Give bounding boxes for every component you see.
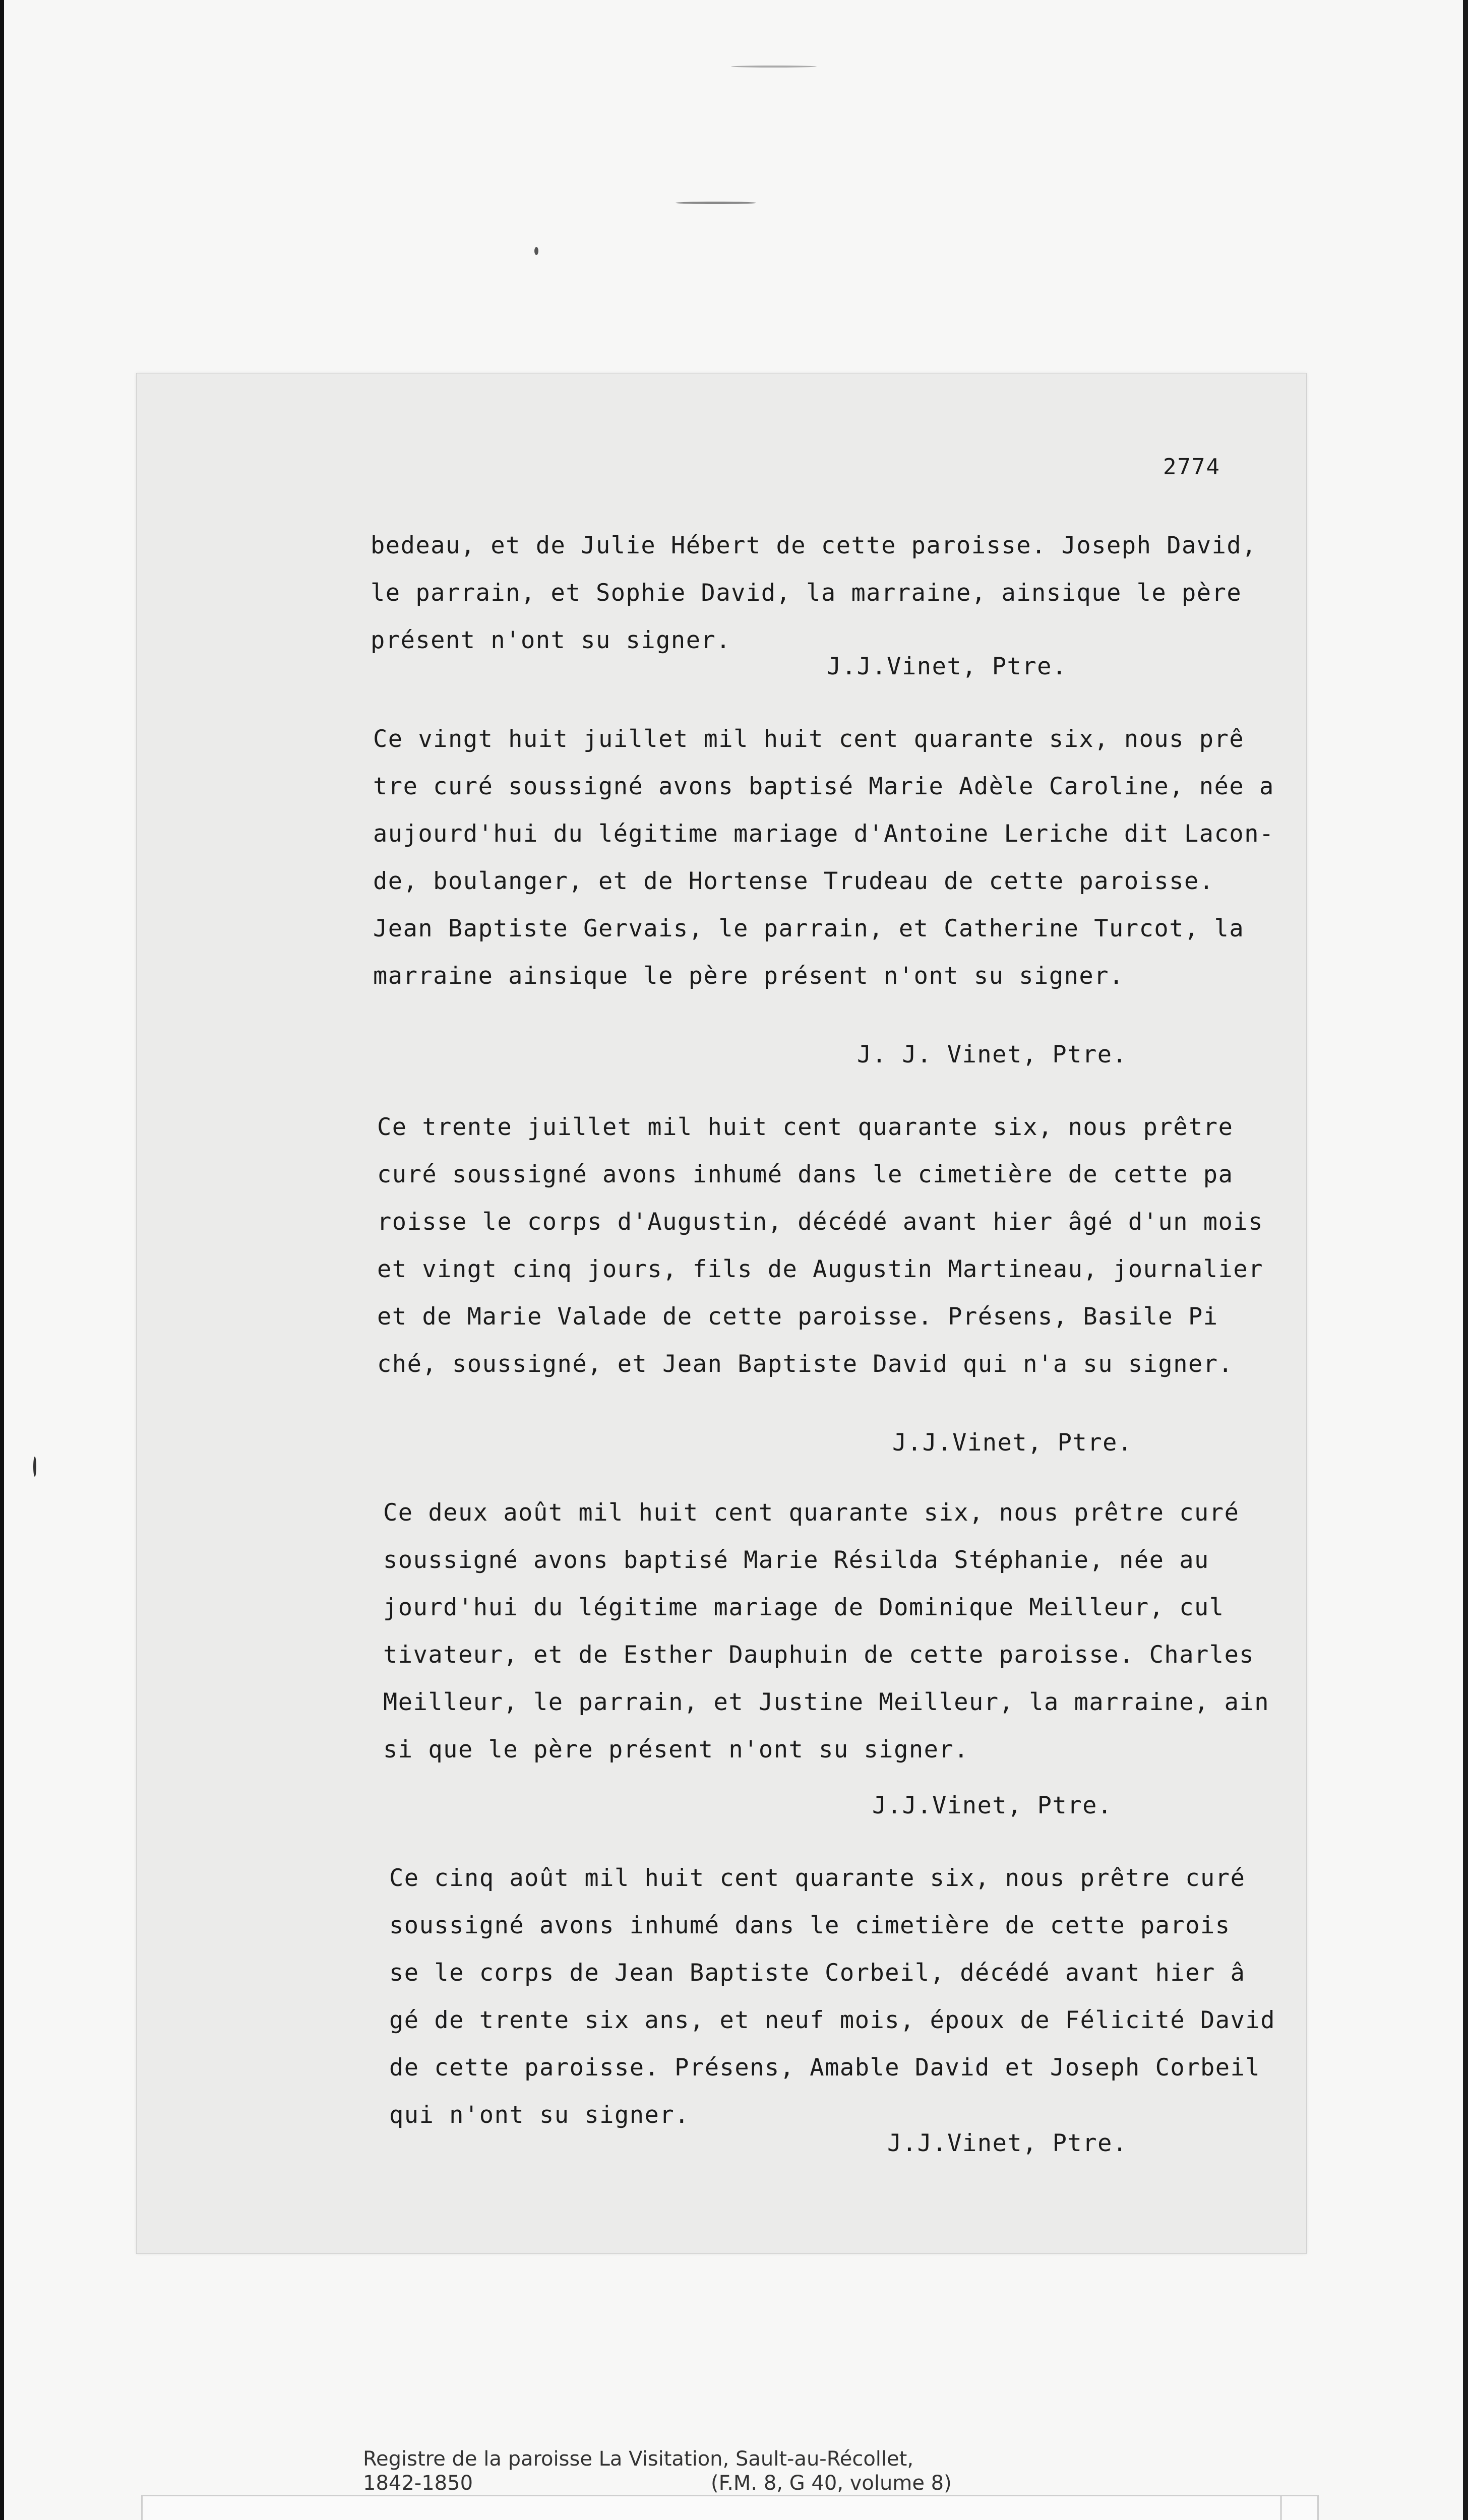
signature: J.J.Vinet, Ptre. [827, 653, 1067, 680]
page-number: 2774 [1163, 454, 1220, 480]
text-line: Ce trente juillet mil huit cent quarante six, nous prêtre [377, 1113, 1234, 1141]
text-line: gé de trente six ans, et neuf mois, époux de Félicité David [389, 2006, 1275, 2034]
dust-speck [33, 1457, 36, 1477]
text-line: tre curé soussigné avons baptisé Marie Adèle Caroline, née a [373, 773, 1274, 800]
text-line: tivateur, et de Esther Dauphuin de cette paroisse. Charles [383, 1641, 1255, 1669]
text-line: et de Marie Valade de cette paroisse. Présens, Basile Pi [377, 1303, 1218, 1331]
dust-speck [731, 66, 817, 68]
entry-burial-corbeil [389, 1855, 1448, 2139]
entry-baptism-leriche [373, 716, 1432, 1000]
box-rule [1280, 2496, 1282, 2520]
film-edge-left [0, 0, 4, 2520]
text-line: si que le père présent n'ont su signer. [383, 1736, 969, 1763]
entry-continuation [371, 522, 1429, 664]
text-line: de cette paroisse. Présens, Amable David et Joseph Corbeil [389, 2054, 1261, 2082]
signature: J.J.Vinet, Ptre. [887, 2129, 1128, 2157]
text-line: qui n'ont su signer. [389, 2101, 690, 2129]
text-line: curé soussigné avons inhumé dans le cimetière de cette pa [377, 1161, 1234, 1188]
text-line: aujourd'hui du légitime mariage d'Antoine Leriche dit Lacon- [373, 820, 1274, 848]
text-line: Ce vingt huit juillet mil huit cent quarante six, nous prê [373, 725, 1245, 753]
text-line: bedeau, et de Julie Hébert de cette paroisse. Joseph David, [371, 532, 1257, 559]
signature: J. J. Vinet, Ptre. [857, 1041, 1128, 1068]
text-line: roisse le corps d'Augustin, décédé avant hier âgé d'un mois [377, 1208, 1263, 1236]
text-line: Meilleur, le parrain, et Justine Meilleur, la marraine, ain [383, 1688, 1269, 1716]
text-line: Jean Baptiste Gervais, le parrain, et Catherine Turcot, la [373, 915, 1245, 942]
register-caption [363, 2447, 952, 2495]
archive-label-box [141, 2495, 1319, 2520]
text-line: de, boulanger, et de Hortense Trudeau de cette paroisse. [373, 867, 1214, 895]
caption-reference: (F.M. 8, G 40, volume 8) [711, 2472, 952, 2495]
dust-speck [534, 247, 538, 255]
text-line: Ce deux août mil huit cent quarante six, nous prêtre curé [383, 1499, 1240, 1527]
text-line: présent n'ont su signer. [371, 626, 731, 654]
dust-speck [676, 202, 756, 204]
text-line: ché, soussigné, et Jean Baptiste David qui n'a su signer. [377, 1350, 1234, 1378]
caption-title: Registre de la paroisse La Visitation, Sault-au-Récollet, [363, 2447, 914, 2471]
film-edge-right [1463, 0, 1468, 2520]
text-line: le parrain, et Sophie David, la marraine, ainsique le père [371, 579, 1242, 607]
text-line: soussigné avons inhumé dans le cimetière de cette parois [389, 1912, 1231, 1939]
signature: J.J.Vinet, Ptre. [892, 1429, 1133, 1457]
text-line: marraine ainsique le père présent n'ont su signer. [373, 962, 1124, 990]
text-line: se le corps de Jean Baptiste Corbeil, décédé avant hier â [389, 1959, 1246, 1987]
text-line: Ce cinq août mil huit cent quarante six, nous prêtre curé [389, 1864, 1246, 1892]
text-line: jourd'hui du légitime mariage de Dominique Meilleur, cul [383, 1594, 1225, 1621]
signature: J.J.Vinet, Ptre. [872, 1792, 1113, 1819]
entry-baptism-meilleur [383, 1489, 1442, 1774]
caption-dates: 1842-1850 [363, 2472, 473, 2495]
entry-burial-martineau [377, 1104, 1436, 1388]
text-line: et vingt cinq jours, fils de Augustin Martineau, journalier [377, 1255, 1263, 1283]
text-line: soussigné avons baptisé Marie Résilda Stéphanie, née au [383, 1546, 1209, 1574]
